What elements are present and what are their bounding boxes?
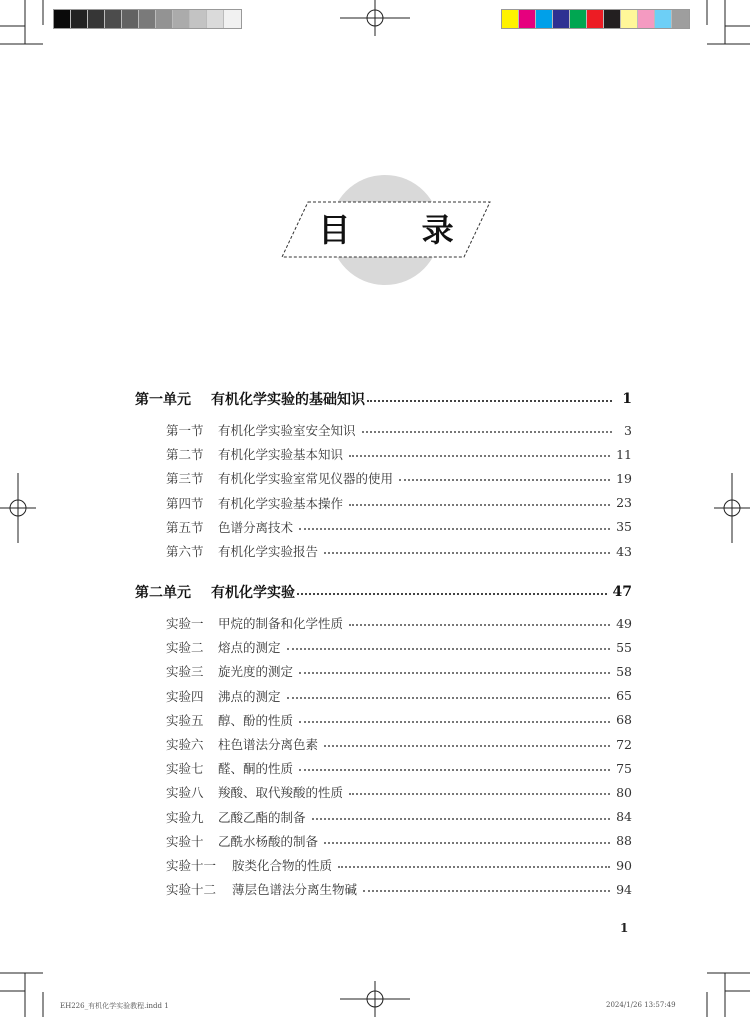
toc-section-entry[interactable] bbox=[166, 711, 632, 729]
gray-swatch-7 bbox=[156, 10, 173, 28]
toc-entry-title: 甲烷的制备和化学性质 bbox=[218, 616, 344, 631]
toc-entry-number: 实验四 bbox=[166, 688, 204, 704]
toc-entry-number: 第四节 bbox=[166, 495, 204, 511]
toc-entry-title: 有机化学实验基本操作 bbox=[218, 495, 344, 511]
gray-swatch-8 bbox=[173, 10, 190, 28]
toc-section-entry[interactable] bbox=[166, 687, 632, 705]
toc-entry-page: 65 bbox=[616, 688, 632, 704]
toc-entry-title: 有机化学实验 bbox=[211, 585, 295, 601]
toc-entry-number: 实验九 bbox=[166, 809, 204, 825]
color-swatch-9 bbox=[638, 10, 655, 28]
color-swatch-10 bbox=[655, 10, 672, 28]
toc-dot-leader bbox=[367, 400, 612, 402]
toc-dot-leader bbox=[349, 504, 610, 506]
toc-section-entry[interactable] bbox=[166, 832, 632, 850]
toc-section-entry[interactable] bbox=[166, 614, 632, 632]
toc-entry-title: 薄层色谱法分离生物碱 bbox=[232, 882, 358, 898]
toc-dot-leader bbox=[324, 842, 610, 844]
toc-entry-title: 色谱分离技术 bbox=[218, 519, 294, 535]
color-swatch-7 bbox=[604, 10, 621, 28]
toc-entry-page: 88 bbox=[616, 833, 632, 849]
toc-section-entry[interactable] bbox=[166, 735, 632, 753]
toc-entry-title: 醛、酮的性质 bbox=[218, 761, 294, 777]
toc-dot-leader bbox=[299, 672, 610, 674]
toc-dot-leader bbox=[349, 624, 610, 626]
footer-file-name: EH226_有机化学实验教程.indd 1 bbox=[60, 1002, 169, 1010]
toc-section-entry[interactable] bbox=[166, 469, 632, 487]
toc-section-entry[interactable] bbox=[166, 856, 632, 874]
toc-section-entry[interactable] bbox=[166, 783, 632, 801]
color-swatch-11 bbox=[672, 10, 689, 28]
registration-target-right bbox=[714, 473, 750, 543]
toc-entry-number: 第二单元 bbox=[135, 585, 191, 601]
toc-entry-page: 23 bbox=[616, 495, 632, 511]
toc-entry-number: 第五节 bbox=[166, 519, 204, 535]
gray-color-bar bbox=[53, 9, 242, 29]
toc-entry-number: 实验三 bbox=[166, 664, 204, 680]
toc-section-entry[interactable] bbox=[166, 494, 632, 512]
toc-dot-leader bbox=[299, 528, 610, 530]
toc-unit-entry[interactable] bbox=[135, 389, 632, 409]
color-swatch-8 bbox=[621, 10, 638, 28]
toc-section-entry[interactable] bbox=[166, 638, 632, 656]
gray-swatch-1 bbox=[54, 10, 71, 28]
toc-entry-page: 94 bbox=[616, 881, 632, 897]
toc-entry-number: 实验二 bbox=[166, 640, 204, 656]
toc-entry-title: 乙酸乙酯的制备 bbox=[218, 809, 306, 825]
toc-entry-number: 实验十二 bbox=[166, 882, 217, 898]
registration-target-top bbox=[340, 0, 410, 36]
color-swatch-4 bbox=[553, 10, 570, 28]
toc-entry-title: 胺类化合物的性质 bbox=[232, 858, 333, 873]
color-swatch-3 bbox=[536, 10, 553, 28]
toc-section-entry[interactable] bbox=[166, 759, 632, 777]
toc-entry-title: 沸点的测定 bbox=[218, 688, 281, 704]
process-color-bar bbox=[501, 9, 690, 29]
toc-entry-page: 49 bbox=[616, 615, 632, 631]
registration-target-left bbox=[0, 473, 36, 543]
toc-section-entry[interactable] bbox=[166, 808, 632, 826]
gray-swatch-9 bbox=[190, 10, 207, 28]
toc-dot-leader bbox=[287, 697, 611, 699]
toc-section-entry[interactable] bbox=[166, 880, 632, 898]
color-swatch-1 bbox=[502, 10, 519, 28]
toc-entry-page: 80 bbox=[616, 784, 632, 800]
toc-entry-number: 实验一 bbox=[166, 616, 204, 631]
toc-entry-number: 第一节 bbox=[166, 423, 204, 438]
toc-entry-number: 第六节 bbox=[166, 544, 204, 559]
toc-entry-title: 乙酰水杨酸的制备 bbox=[218, 833, 319, 849]
toc-dot-leader bbox=[349, 793, 610, 795]
toc-entry-page: 35 bbox=[616, 519, 632, 535]
toc-dot-leader bbox=[299, 769, 610, 771]
toc-dot-leader bbox=[363, 890, 610, 892]
gray-swatch-2 bbox=[71, 10, 88, 28]
gray-swatch-6 bbox=[139, 10, 156, 28]
toc-entry-page: 90 bbox=[616, 857, 632, 873]
gray-swatch-4 bbox=[105, 10, 122, 28]
gray-swatch-5 bbox=[122, 10, 139, 28]
toc-entry-number: 实验十一 bbox=[166, 858, 217, 873]
toc-dot-leader bbox=[312, 818, 611, 820]
toc-entry-title: 有机化学实验的基础知识 bbox=[211, 392, 365, 408]
toc-entry-title: 醇、酚的性质 bbox=[218, 712, 294, 728]
registration-target-bottom bbox=[340, 981, 410, 1017]
toc-entry-page: 3 bbox=[624, 422, 632, 438]
toc-entry-number: 实验六 bbox=[166, 737, 204, 752]
toc-entry-number: 第三节 bbox=[166, 471, 204, 487]
toc-entry-title: 有机化学实验室安全知识 bbox=[218, 423, 356, 438]
toc-section-entry[interactable] bbox=[166, 542, 632, 560]
toc-entry-page: 75 bbox=[616, 760, 632, 776]
toc-dot-leader bbox=[338, 866, 610, 868]
toc-section-entry[interactable] bbox=[166, 518, 632, 536]
toc-entry-title: 柱色谱法分离色素 bbox=[218, 737, 319, 752]
toc-entry-number: 实验五 bbox=[166, 712, 204, 728]
toc-unit-entry[interactable] bbox=[135, 582, 632, 602]
gray-swatch-10 bbox=[207, 10, 224, 28]
color-swatch-2 bbox=[519, 10, 536, 28]
toc-entry-number: 实验十 bbox=[166, 833, 204, 849]
toc-section-entry[interactable] bbox=[166, 662, 632, 680]
toc-dot-leader bbox=[324, 552, 610, 554]
toc-entry-page: 55 bbox=[616, 639, 632, 655]
toc-dot-leader bbox=[324, 745, 610, 747]
toc-entry-title: 熔点的测定 bbox=[218, 640, 281, 656]
toc-dot-leader bbox=[299, 721, 610, 723]
toc-dot-leader bbox=[362, 431, 612, 433]
gray-swatch-11 bbox=[224, 10, 241, 28]
toc-entry-number: 实验八 bbox=[166, 785, 204, 801]
toc-entry-page: 84 bbox=[616, 809, 632, 825]
toc-entry-number: 实验七 bbox=[166, 761, 204, 777]
toc-entry-page: 19 bbox=[616, 470, 632, 486]
toc-entry-title: 有机化学实验报告 bbox=[218, 544, 319, 559]
toc-entry-page: 58 bbox=[616, 663, 632, 679]
toc-entry-page: 72 bbox=[616, 736, 632, 752]
color-swatch-5 bbox=[570, 10, 587, 28]
toc-dot-leader bbox=[287, 648, 611, 650]
toc-section-entry[interactable] bbox=[166, 421, 632, 439]
footer-timestamp: 2024/1/26 13:57:49 bbox=[606, 1001, 676, 1009]
toc-entry-title: 有机化学实验室常见仪器的使用 bbox=[218, 471, 394, 487]
page-number: 1 bbox=[620, 921, 629, 935]
toc-entry-title: 有机化学实验基本知识 bbox=[218, 447, 344, 463]
toc-dot-leader bbox=[399, 479, 610, 481]
toc-entry-page: 11 bbox=[616, 446, 632, 462]
gray-swatch-3 bbox=[88, 10, 105, 28]
toc-entry-title: 旋光度的测定 bbox=[218, 664, 294, 680]
toc-entry-page: 68 bbox=[616, 712, 632, 728]
toc-entry-title: 羧酸、取代羧酸的性质 bbox=[218, 785, 344, 801]
toc-section-entry[interactable] bbox=[166, 445, 632, 463]
toc-dot-leader bbox=[349, 455, 610, 457]
toc-entry-number: 第二节 bbox=[166, 447, 204, 463]
color-swatch-6 bbox=[587, 10, 604, 28]
toc-entry-page: 1 bbox=[622, 391, 632, 407]
toc-entry-page: 47 bbox=[612, 584, 632, 600]
toc-entry-page: 43 bbox=[616, 543, 632, 559]
toc-dot-leader bbox=[297, 593, 607, 595]
page-title: 目 录 bbox=[318, 211, 484, 249]
toc-entry-number: 第一单元 bbox=[135, 392, 191, 408]
